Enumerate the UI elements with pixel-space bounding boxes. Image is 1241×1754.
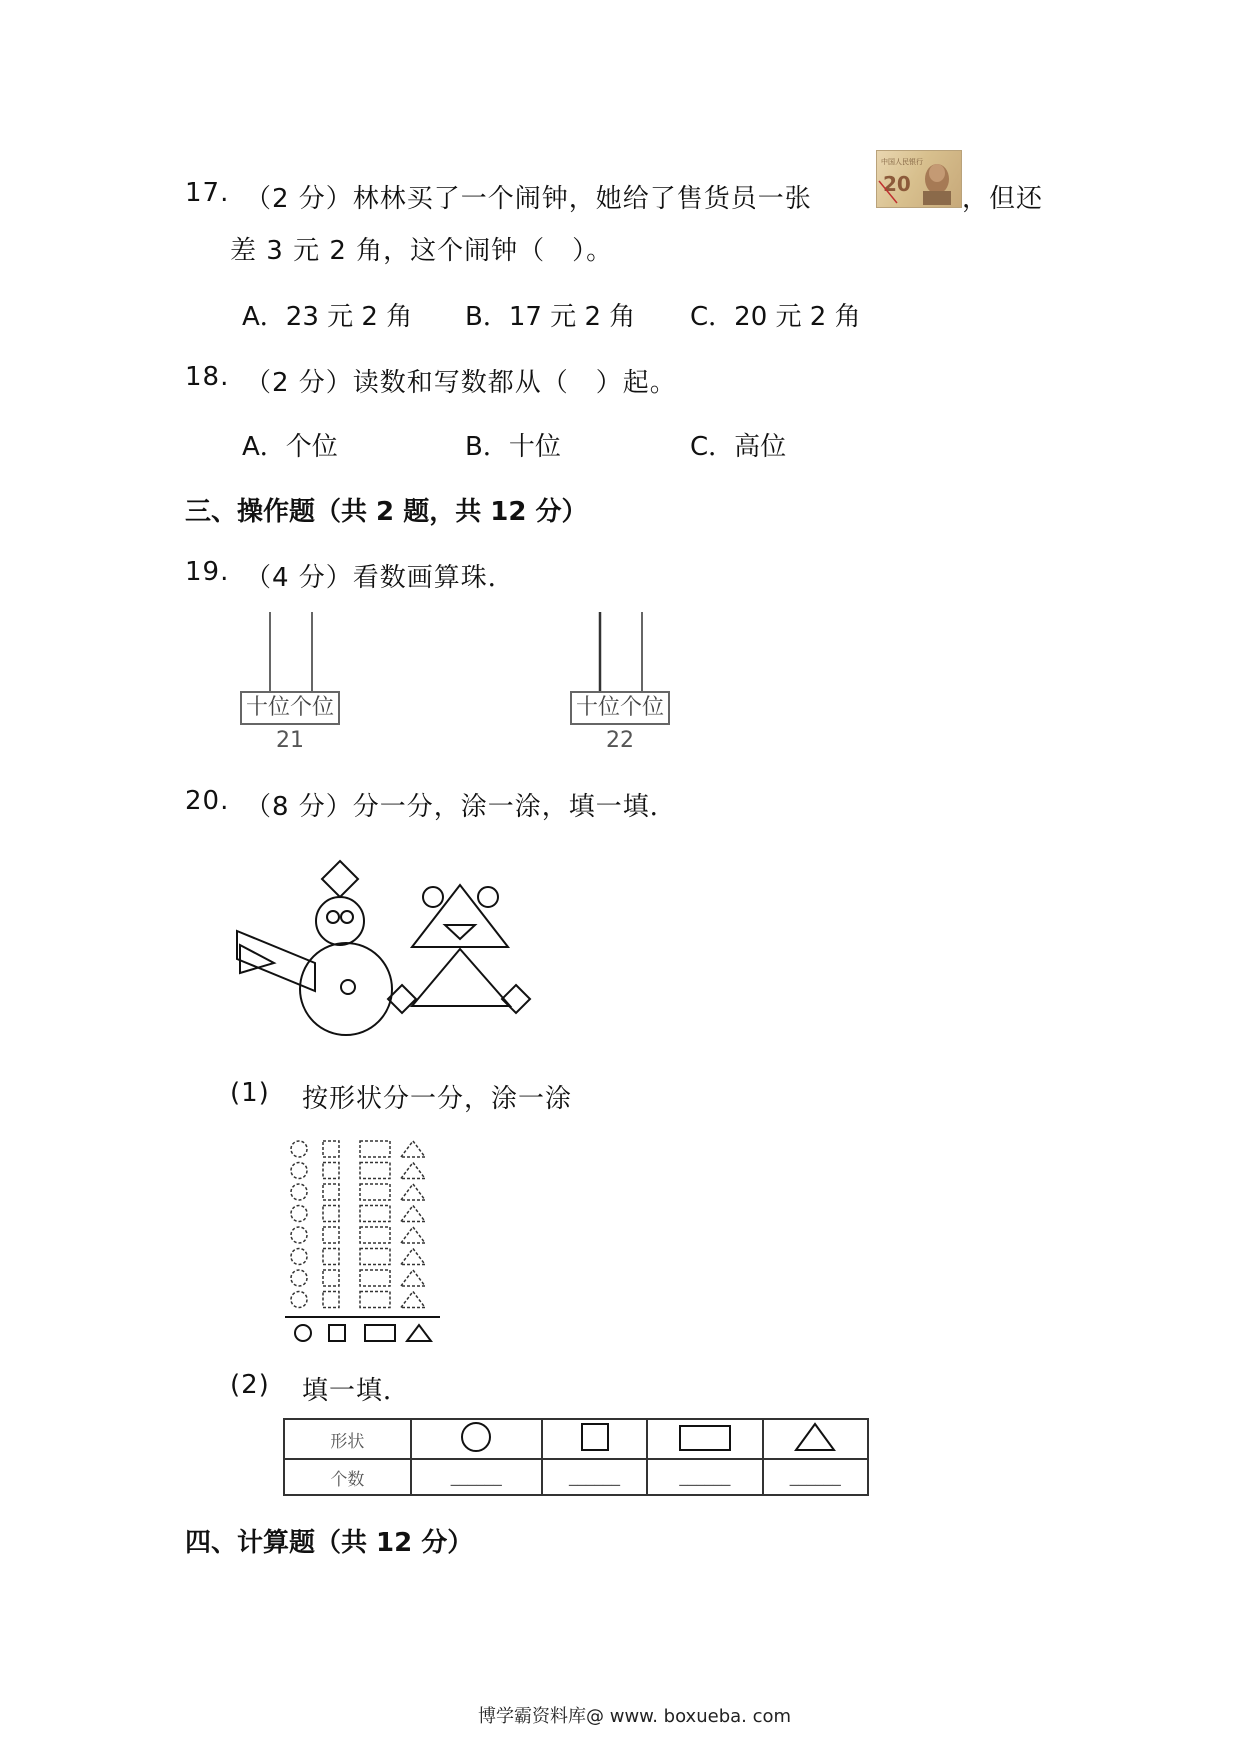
- rectangle-icon: [677, 1420, 733, 1454]
- dashed-triangle-slot[interactable]: [401, 1141, 425, 1157]
- abacus-22: [570, 612, 670, 756]
- dashed-triangle-slot[interactable]: [401, 1163, 425, 1179]
- dashed-circle-slot[interactable]: [291, 1141, 307, 1157]
- dashed-rectangle-slot[interactable]: [360, 1163, 390, 1179]
- table-blank-rectangle[interactable]: ______: [647, 1459, 762, 1495]
- question-18-number: 18.: [185, 362, 230, 392]
- table-row-label-count: 个数: [284, 1459, 411, 1495]
- dashed-rectangle-slot[interactable]: [360, 1270, 390, 1286]
- dashed-rectangle-slot[interactable]: [360, 1206, 390, 1222]
- question-18-option-b[interactable]: B．十位: [465, 432, 561, 462]
- question-17-text-line2: 差 3 元 2 角，这个闹钟（ ）。: [230, 236, 614, 266]
- dashed-triangle-slot[interactable]: [401, 1249, 425, 1265]
- bear-body-triangle: [412, 949, 510, 1006]
- table-shape-square: [542, 1419, 647, 1459]
- shape-count-chart[interactable]: [285, 1135, 445, 1350]
- question-18-text: （2 分）读数和写数都从（ ）起。: [245, 368, 677, 398]
- question-18-option-c[interactable]: C．高位: [690, 432, 787, 462]
- abacus-21: [240, 612, 340, 756]
- dashed-circle-slot[interactable]: [291, 1206, 307, 1222]
- arm-triangle: [240, 945, 274, 973]
- dashed-square-slot[interactable]: [323, 1292, 339, 1308]
- dashed-rectangle-slot[interactable]: [360, 1249, 390, 1265]
- section-4-title: 四、计算题（共 12 分）: [185, 1528, 474, 1558]
- table-blank-square[interactable]: ______: [542, 1459, 647, 1495]
- question-17-option-c[interactable]: C．20 元 2 角: [690, 302, 861, 332]
- dashed-circle-slot[interactable]: [291, 1163, 307, 1179]
- question-19-number: 19.: [185, 557, 230, 587]
- dashed-square-slot[interactable]: [323, 1163, 339, 1179]
- abacus-rods[interactable]: [570, 612, 670, 692]
- table-row-label-shape: 形状: [284, 1419, 411, 1459]
- square-icon: [329, 1325, 345, 1341]
- dashed-circle-slot[interactable]: [291, 1292, 307, 1308]
- snowman-body-circle: [300, 943, 392, 1035]
- triangle-icon: [407, 1325, 431, 1341]
- abacus-place-label: 十位个位: [240, 691, 340, 725]
- dashed-triangle-slot[interactable]: [401, 1206, 425, 1222]
- footer-watermark: 博学霸资料库@ www. boxueba. com: [478, 1706, 792, 1727]
- dashed-triangle-slot[interactable]: [401, 1184, 425, 1200]
- dashed-square-slot[interactable]: [323, 1141, 339, 1157]
- table-shape-triangle: [763, 1419, 868, 1459]
- arm-parallelogram: [237, 931, 315, 991]
- dashed-rectangle-slot[interactable]: [360, 1184, 390, 1200]
- question-20-part2-text: 填一填．: [302, 1376, 411, 1406]
- dashed-circle-slot[interactable]: [291, 1184, 307, 1200]
- question-19-text: （4 分）看数画算珠．: [245, 563, 515, 593]
- question-20-part1-number: (1): [230, 1078, 270, 1108]
- dashed-square-slot[interactable]: [323, 1206, 339, 1222]
- dashed-square-slot[interactable]: [323, 1227, 339, 1243]
- dashed-square-slot[interactable]: [323, 1249, 339, 1265]
- table-blank-circle[interactable]: ______: [411, 1459, 542, 1495]
- dashed-circle-slot[interactable]: [291, 1227, 307, 1243]
- table-blank-triangle[interactable]: ______: [763, 1459, 868, 1495]
- dashed-triangle-slot[interactable]: [401, 1292, 425, 1308]
- svg-text:20: 20: [883, 172, 911, 196]
- shape-count-table: [283, 1418, 869, 1496]
- abacus-number: 21: [276, 728, 304, 753]
- triangle-icon: [793, 1420, 837, 1454]
- dashed-triangle-slot[interactable]: [401, 1227, 425, 1243]
- question-17-option-b[interactable]: B．17 元 2 角: [465, 302, 636, 332]
- table-shape-circle: [411, 1419, 542, 1459]
- svg-text:中国人民银行: 中国人民银行: [881, 158, 923, 166]
- abacus-place-label: 十位个位: [570, 691, 670, 725]
- question-20-text: （8 分）分一分，涂一涂，填一填．: [245, 792, 677, 822]
- question-20-number: 20.: [185, 786, 230, 816]
- dashed-rectangle-slot[interactable]: [360, 1141, 390, 1157]
- circle-icon: [459, 1420, 493, 1454]
- circle-icon: [295, 1325, 311, 1341]
- diamond-hat: [322, 861, 358, 897]
- question-17-text-line1-end: ，但还: [962, 184, 1044, 214]
- question-20-part2-number: (2): [230, 1370, 270, 1400]
- dashed-circle-slot[interactable]: [291, 1270, 307, 1286]
- bear-right-hand: [502, 985, 530, 1013]
- question-20-part1-text: 按形状分一分，涂一涂: [302, 1084, 573, 1114]
- dashed-triangle-slot[interactable]: [401, 1270, 425, 1286]
- rectangle-icon: [365, 1325, 395, 1341]
- dashed-square-slot[interactable]: [323, 1184, 339, 1200]
- section-3-title: 三、操作题（共 2 题，共 12 分）: [185, 497, 588, 527]
- dashed-square-slot[interactable]: [323, 1270, 339, 1286]
- question-18-option-a[interactable]: A．个位: [242, 432, 338, 462]
- dashed-rectangle-slot[interactable]: [360, 1292, 390, 1308]
- dashed-circle-slot[interactable]: [291, 1249, 307, 1265]
- table-shape-rectangle: [647, 1419, 762, 1459]
- snowman-head-circle: [316, 897, 364, 945]
- dashed-rectangle-slot[interactable]: [360, 1227, 390, 1243]
- bear-nose-triangle: [445, 925, 475, 939]
- twenty-yuan-banknote-icon: [876, 150, 962, 208]
- question-17-number: 17.: [185, 178, 230, 208]
- square-icon: [578, 1420, 612, 1454]
- shapes-figure: [230, 855, 540, 1040]
- abacus-rods[interactable]: [240, 612, 340, 692]
- abacus-number: 22: [606, 728, 634, 753]
- question-17-option-a[interactable]: A．23 元 2 角: [242, 302, 413, 332]
- question-17-text-line1: （2 分）林林买了一个闹钟，她给了售货员一张: [245, 184, 812, 214]
